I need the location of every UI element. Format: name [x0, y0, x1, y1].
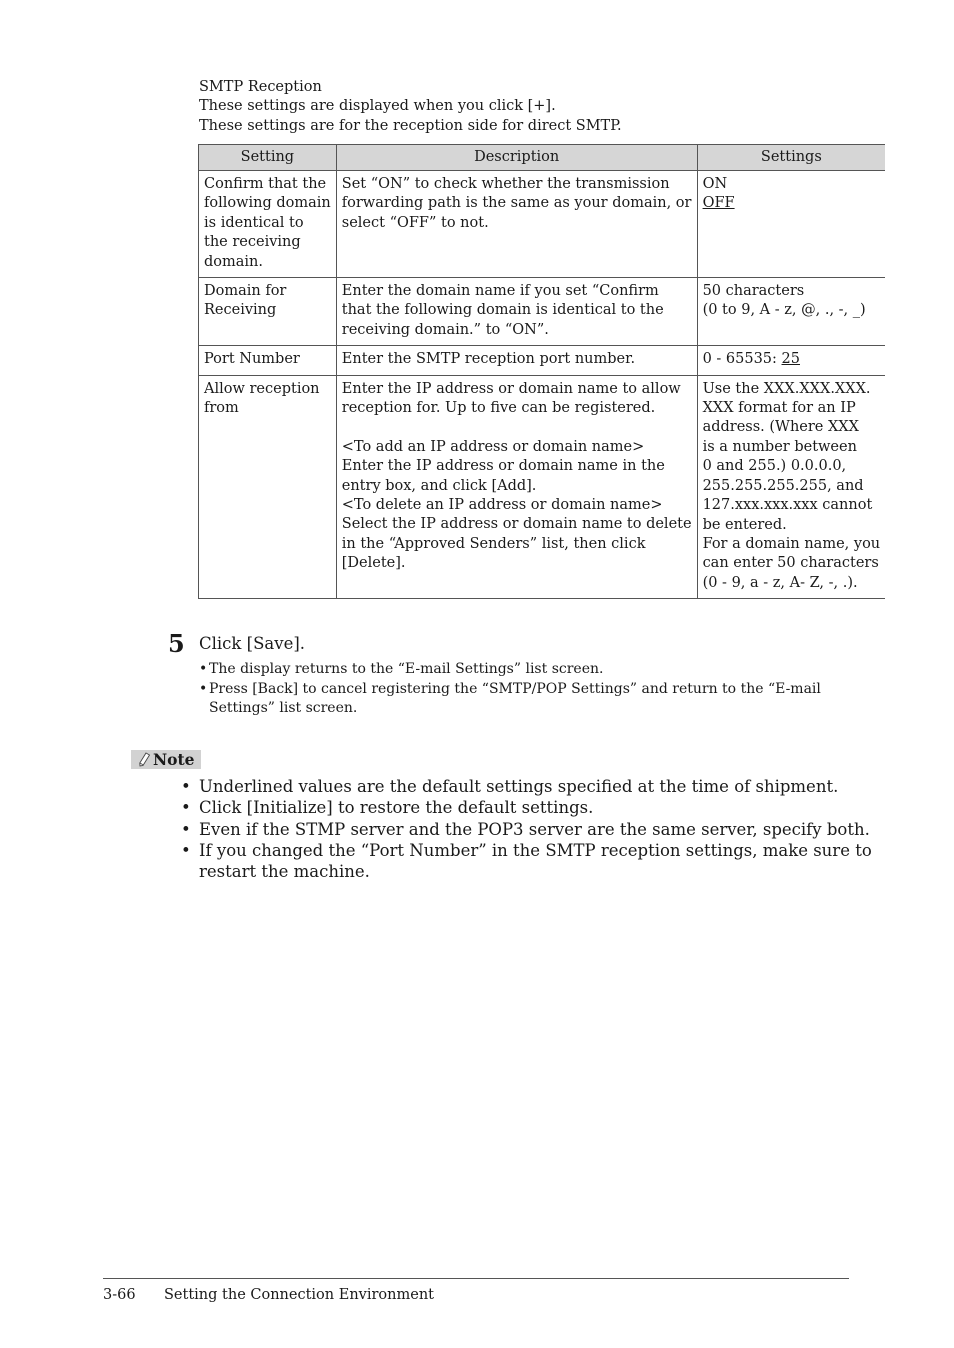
list-item: • The display returns to the “E-mail Settings” list screen. [199, 660, 821, 680]
header-setting: Setting [199, 145, 337, 171]
note-badge [131, 750, 201, 769]
cell-description: Enter the SMTP reception port number. [336, 346, 697, 375]
bullet-icon: • [199, 680, 208, 697]
default-value: OFF [702, 195, 735, 212]
bullet-icon: • [181, 777, 191, 796]
section-title: Setting the Connection Environment [164, 1287, 434, 1303]
bullet-icon: • [181, 840, 191, 860]
table-row [199, 278, 886, 346]
intro-line: These settings are for the reception side for direct SMTP. [199, 117, 622, 134]
cell-setting: Confirm that the following domain is identical to the receiving domain. [199, 171, 337, 278]
table-row [199, 375, 886, 598]
step-instruction: Click [Save]. [199, 634, 306, 653]
note-list [181, 776, 872, 882]
header-description: Description [336, 145, 697, 171]
header-settings: Settings [697, 145, 885, 171]
settings-table [198, 144, 885, 599]
page-footer [103, 1286, 434, 1305]
table-header-row [199, 145, 886, 171]
cell-description: Enter the IP address or domain name to allow reception for. Up to five can be registered. <To add an IP address or domain name> Enter the IP address or domain name in the entry box, and click [Add]. <To delete an IP address or domain name> Select the IP address or domain name to delete in the “Approved Senders” list, then click [Delete]. [336, 375, 697, 598]
intro-line: These settings are displayed when you click [+]. [199, 98, 556, 115]
step-number: 5 [168, 629, 185, 658]
step-bullet-list [199, 660, 821, 719]
cell-settings: 0 - 65535: 25 [697, 346, 885, 375]
bullet-icon: • [199, 661, 208, 677]
cell-settings: Use the XXX.XXX.XXX. XXX format for an IP address. (Where XXX is a number between 0 and 255.) 0.0.0.0, 255.255.255.255, and 127.xxx.xxx.xxx cannot be entered. For a domain name, you can enter 50 characters (0 - 9, a - z, A- Z, -, .). [697, 375, 885, 598]
cell-settings: 50 characters (0 to 9, A - z, @, ., -, _) [697, 278, 885, 346]
list-item: • Even if the STMP server and the POP3 server are the same server, specify both. [181, 819, 870, 839]
default-value: 25 [781, 351, 800, 368]
table-row [199, 171, 886, 278]
page-number: 3-66 [103, 1287, 136, 1303]
note-label: Note [153, 750, 195, 769]
list-item: • Click [Initialize] to restore the default settings. [181, 798, 594, 818]
pencil-icon [137, 752, 151, 767]
footer-divider [103, 1278, 849, 1279]
cell-description: Enter the domain name if you set “Confirm that the following domain is identical to the receiving domain.” to “ON”. [336, 278, 697, 346]
cell-setting: Allow reception from [199, 375, 337, 598]
cell-description: Set “ON” to check whether the transmission forwarding path is the same as your domain, or select “OFF” to not. [336, 171, 697, 278]
list-item: • If you changed the “Port Number” in the SMTP reception settings, make sure to restart the machine. [181, 840, 872, 882]
bullet-icon: • [181, 819, 191, 839]
cell-settings: ON OFF [697, 171, 885, 278]
bullet-icon: • [181, 798, 191, 818]
table-row [199, 346, 886, 375]
paragraph-spacer [342, 418, 692, 437]
section-heading: SMTP Reception [199, 79, 322, 95]
list-item: • Underlined values are the default settings specified at the time of shipment. [181, 777, 839, 796]
cell-setting: Port Number [199, 346, 337, 375]
cell-setting: Domain for Receiving [199, 278, 337, 346]
section-intro [199, 78, 622, 136]
list-item: • Press [Back] to cancel registering the “SMTP/POP Settings” and return to the “E-mail Settings” list screen. [199, 680, 821, 719]
